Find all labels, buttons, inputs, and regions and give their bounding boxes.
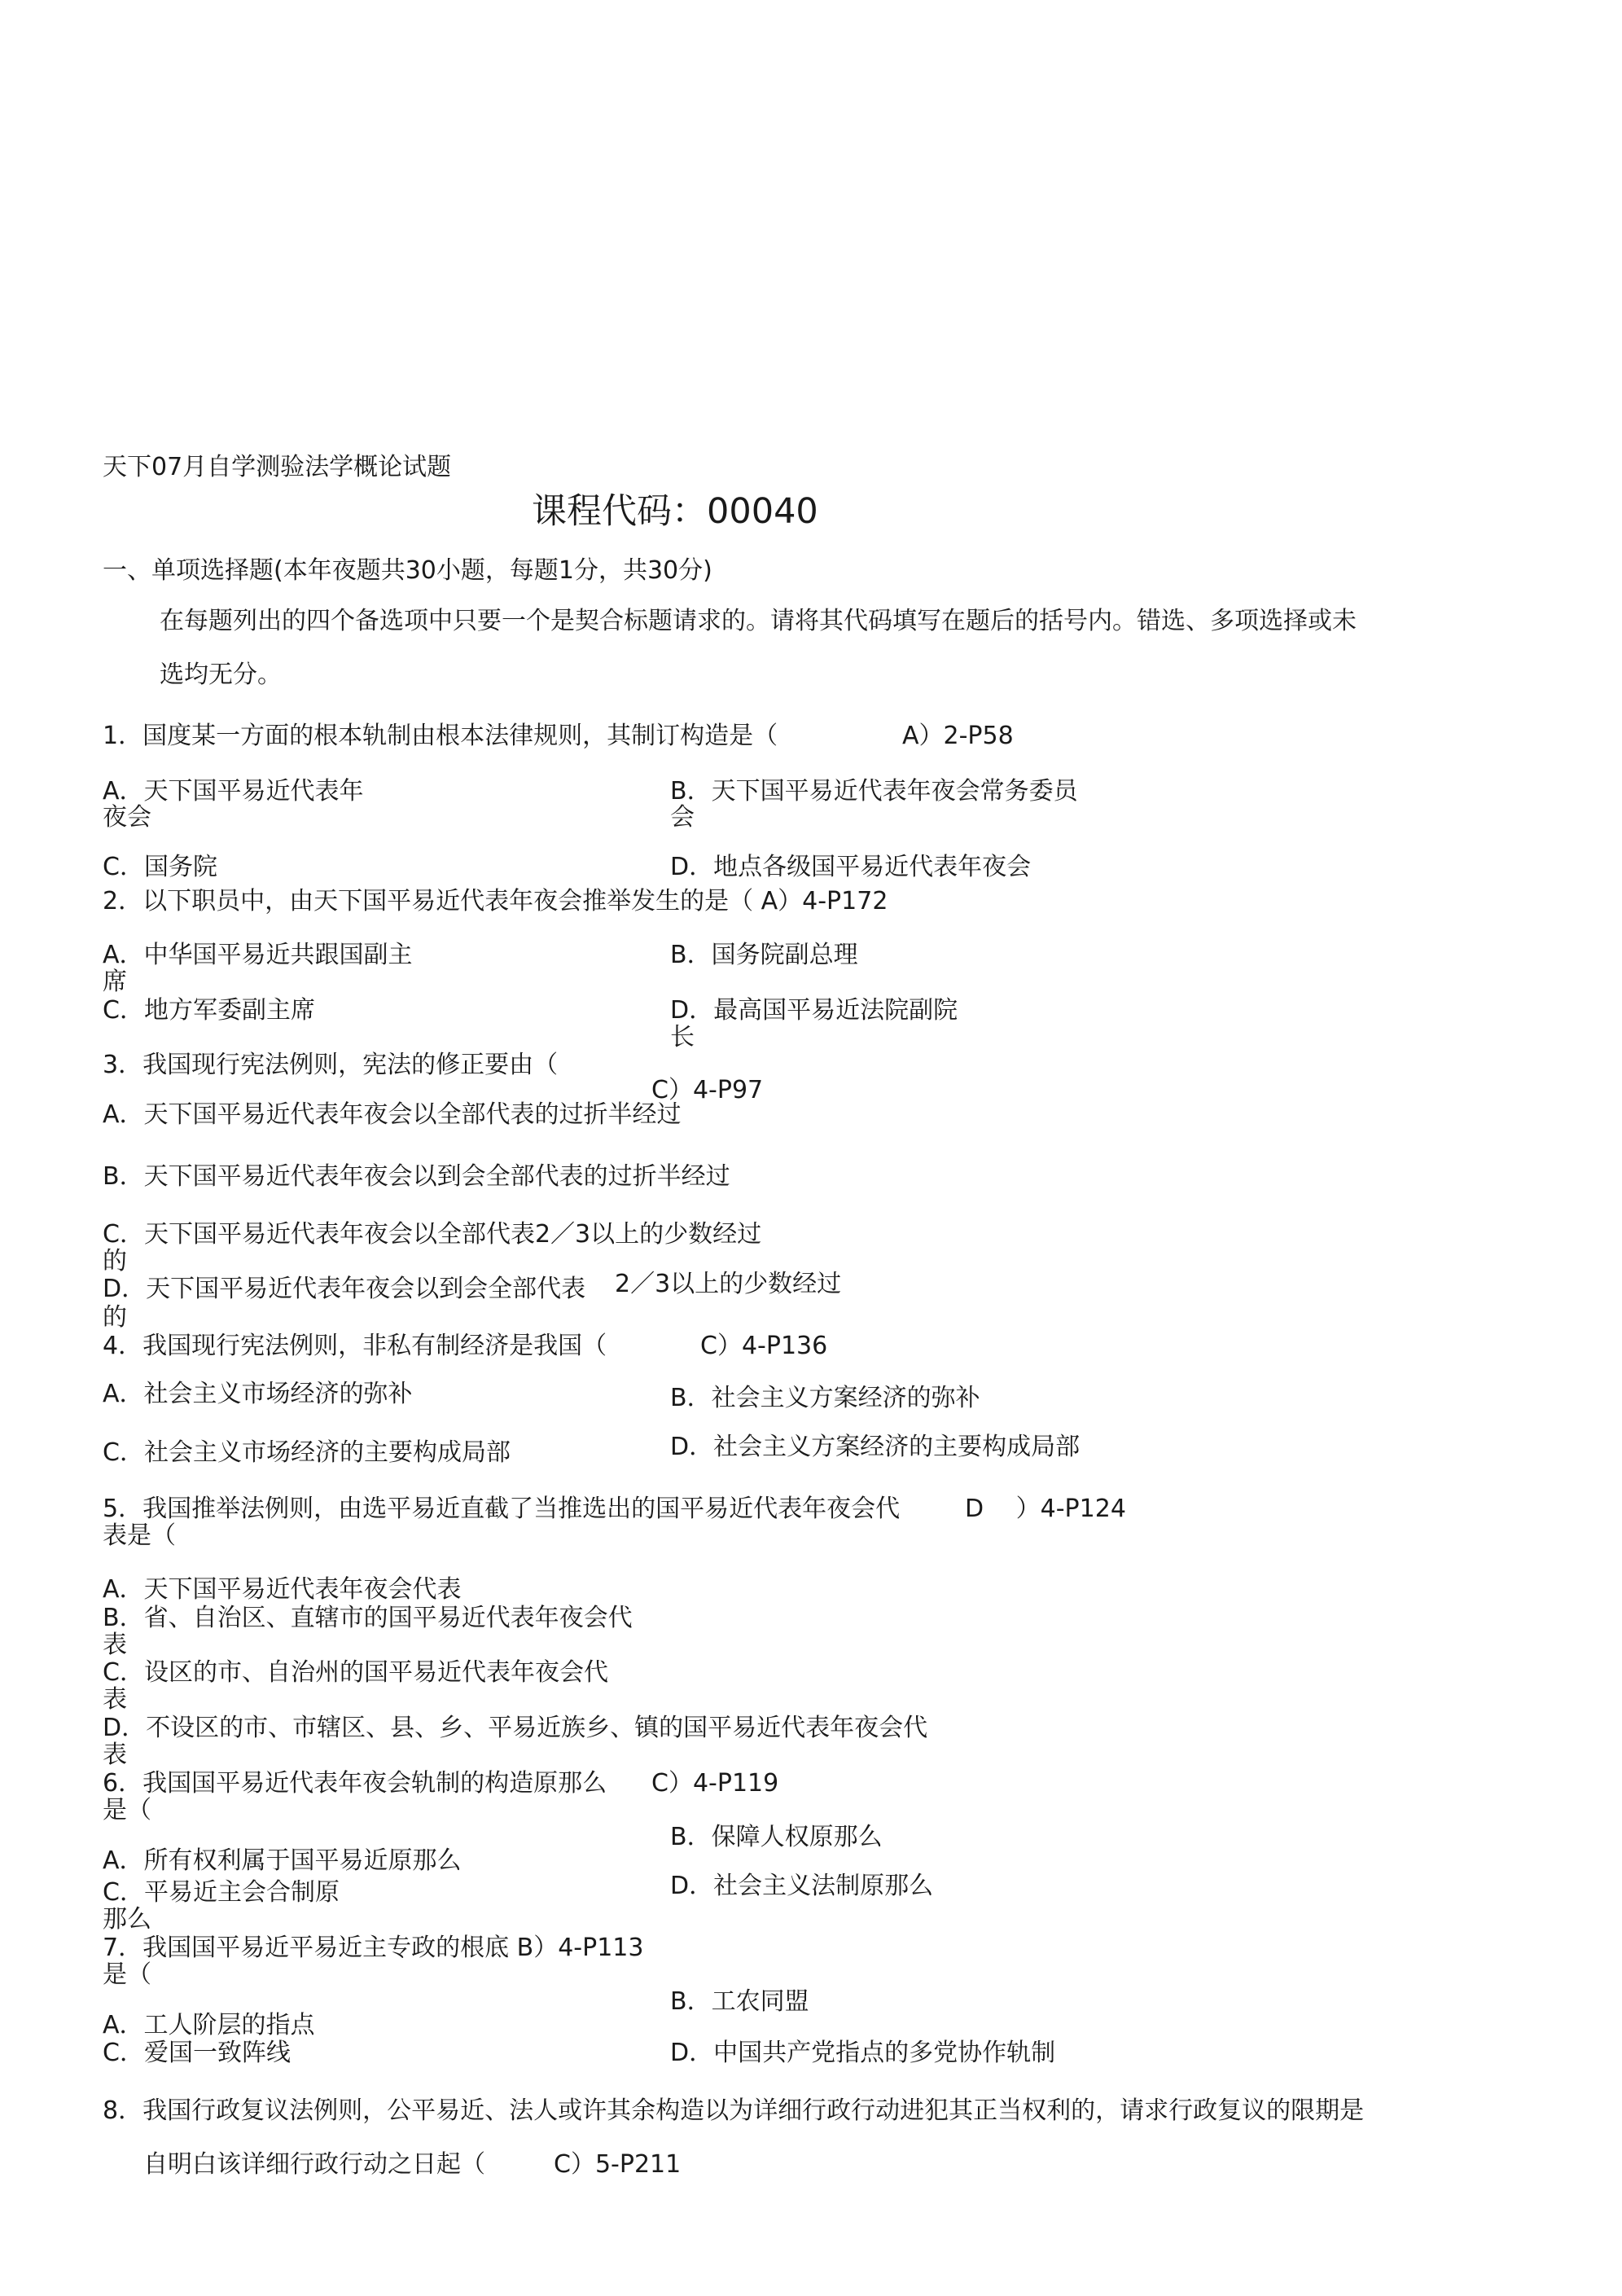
- section-instruction-line1: 在每题列出的四个备选项中只要一个是契合标题请求的。请将其代码填写在题后的括号内。错选、多项选择或未: [160, 607, 1357, 635]
- question-3-option-c-cont: 的: [103, 1247, 127, 1275]
- question-6-stem: 6．我国国平易近代表年夜会轨制的构造原那么: [103, 1769, 607, 1798]
- question-6-option-c-cont: 那么: [103, 1905, 151, 1934]
- question-4-option-a: A．社会主义市场经济的弥补: [103, 1380, 413, 1408]
- question-7-option-b: B．工农同盟: [670, 1987, 809, 2016]
- question-5-option-c-cont: 表: [103, 1685, 127, 1714]
- question-1-option-b: B．天下国平易近代表年夜会常务委员: [670, 777, 1078, 806]
- question-5-option-c: C．设区的市、自治州的国平易近代表年夜会代: [103, 1658, 608, 1687]
- question-5-stem-cont: 表是（: [103, 1521, 176, 1550]
- question-3-answer: C）4-P97: [651, 1076, 764, 1104]
- question-1-stem: 1．国度某一方面的根本轨制由根本法律规则，其制订构造是（: [103, 722, 778, 750]
- section-instruction-line2: 选均无分。: [160, 661, 282, 689]
- question-2-option-c: C．地方军委副主席: [103, 996, 315, 1025]
- question-1-answer: A）2-P58: [902, 722, 1014, 750]
- question-4-option-c: C．社会主义市场经济的主要构成局部: [103, 1438, 511, 1467]
- question-5-stem: 5．我国推举法例则，由选平易近直截了当推选出的国平易近代表年夜会代: [103, 1495, 901, 1523]
- question-6-option-a: A．所有权利属于国平易近原那么: [103, 1846, 462, 1875]
- question-5-option-d-cont: 表: [103, 1741, 127, 1769]
- question-6-stem-cont: 是（: [103, 1796, 151, 1824]
- question-5-answer: D ）4-P124: [965, 1495, 1126, 1523]
- question-3-option-d: D．天下国平易近代表年夜会以到会全部代表: [103, 1275, 586, 1303]
- question-4-answer: C）4-P136: [700, 1332, 828, 1360]
- question-6-answer: C）4-P119: [651, 1769, 779, 1798]
- question-3-option-a: A．天下国平易近代表年夜会以全部代表的过折半经过: [103, 1100, 682, 1129]
- question-7-option-c: C．爱国一致阵线: [103, 2039, 291, 2067]
- question-2-option-b: B．国务院副总理: [670, 941, 858, 969]
- question-7-option-d: D．中国共产党指点的多党协作轨制: [670, 2039, 1056, 2067]
- question-1-option-d: D．地点各级国平易近代表年夜会: [670, 853, 1032, 881]
- question-5-option-b-cont: 表: [103, 1631, 127, 1659]
- course-code: 课程代码：00040: [532, 491, 818, 532]
- question-4-option-b: B．社会主义方案经济的弥补: [670, 1384, 980, 1412]
- question-5-option-b: B．省、自治区、直辖市的国平易近代表年夜会代: [103, 1604, 633, 1632]
- question-4-option-d: D．社会主义方案经济的主要构成局部: [670, 1433, 1081, 1461]
- question-3-option-d-cont: 的: [103, 1303, 127, 1332]
- question-1-option-c: C．国务院: [103, 853, 217, 881]
- question-7-stem-cont: 是（: [103, 1960, 151, 1989]
- question-2-option-d-cont: 长: [670, 1023, 695, 1051]
- question-7-stem: 7．我国国平易近平易近主专政的根底 B）4-P113: [103, 1934, 644, 1962]
- question-1-option-b-cont: 会: [670, 803, 695, 832]
- question-8-answer: C）5-P211: [554, 2150, 682, 2179]
- question-2-option-a-cont: 席: [103, 968, 127, 996]
- question-2-stem: 2．以下职员中，由天下国平易近代表年夜会推举发生的是（ A）4-P172: [103, 887, 888, 915]
- section-heading: 一、单项选择题(本年夜题共30小题，每题1分，共30分): [103, 556, 712, 585]
- question-1-option-a-cont: 夜会: [103, 803, 151, 832]
- question-2-option-a: A．中华国平易近共跟国副主: [103, 941, 413, 969]
- question-6-option-b: B．保障人权原那么: [670, 1823, 883, 1851]
- question-1-option-a: A．天下国平易近代表年: [103, 777, 364, 806]
- question-8-stem-cont: 自明白该详细行政行动之日起（: [143, 2150, 485, 2179]
- question-3-option-c: C．天下国平易近代表年夜会以全部代表2／3以上的少数经过: [103, 1220, 762, 1249]
- question-6-option-d: D．社会主义法制原那么: [670, 1872, 934, 1900]
- question-3-stem: 3．我国现行宪法例则，宪法的修正要由（: [103, 1051, 559, 1079]
- question-4-stem: 4．我国现行宪法例则，非私有制经济是我国（: [103, 1332, 607, 1360]
- question-3-option-b: B．天下国平易近代表年夜会以到会全部代表的过折半经过: [103, 1162, 730, 1191]
- question-6-option-c: C．平易近主会合制原: [103, 1878, 340, 1907]
- question-3-option-d-fraction: 2／3以上的少数经过: [615, 1270, 842, 1298]
- question-7-option-a: A．工人阶层的指点: [103, 2011, 315, 2039]
- exam-title: 天下07月自学测验法学概论试题: [103, 453, 452, 481]
- question-2-option-d: D．最高国平易近法院副院: [670, 996, 958, 1025]
- question-5-option-a: A．天下国平易近代表年夜会代表: [103, 1575, 462, 1604]
- question-8-stem: 8．我国行政复议法例则，公平易近、法人或许其余构造以为详细行政行动进犯其正当权利的，请求行政复议的限期是: [103, 2096, 1365, 2125]
- question-5-option-d: D．不设区的市、市辖区、县、乡、平易近族乡、镇的国平易近代表年夜会代: [103, 1714, 928, 1742]
